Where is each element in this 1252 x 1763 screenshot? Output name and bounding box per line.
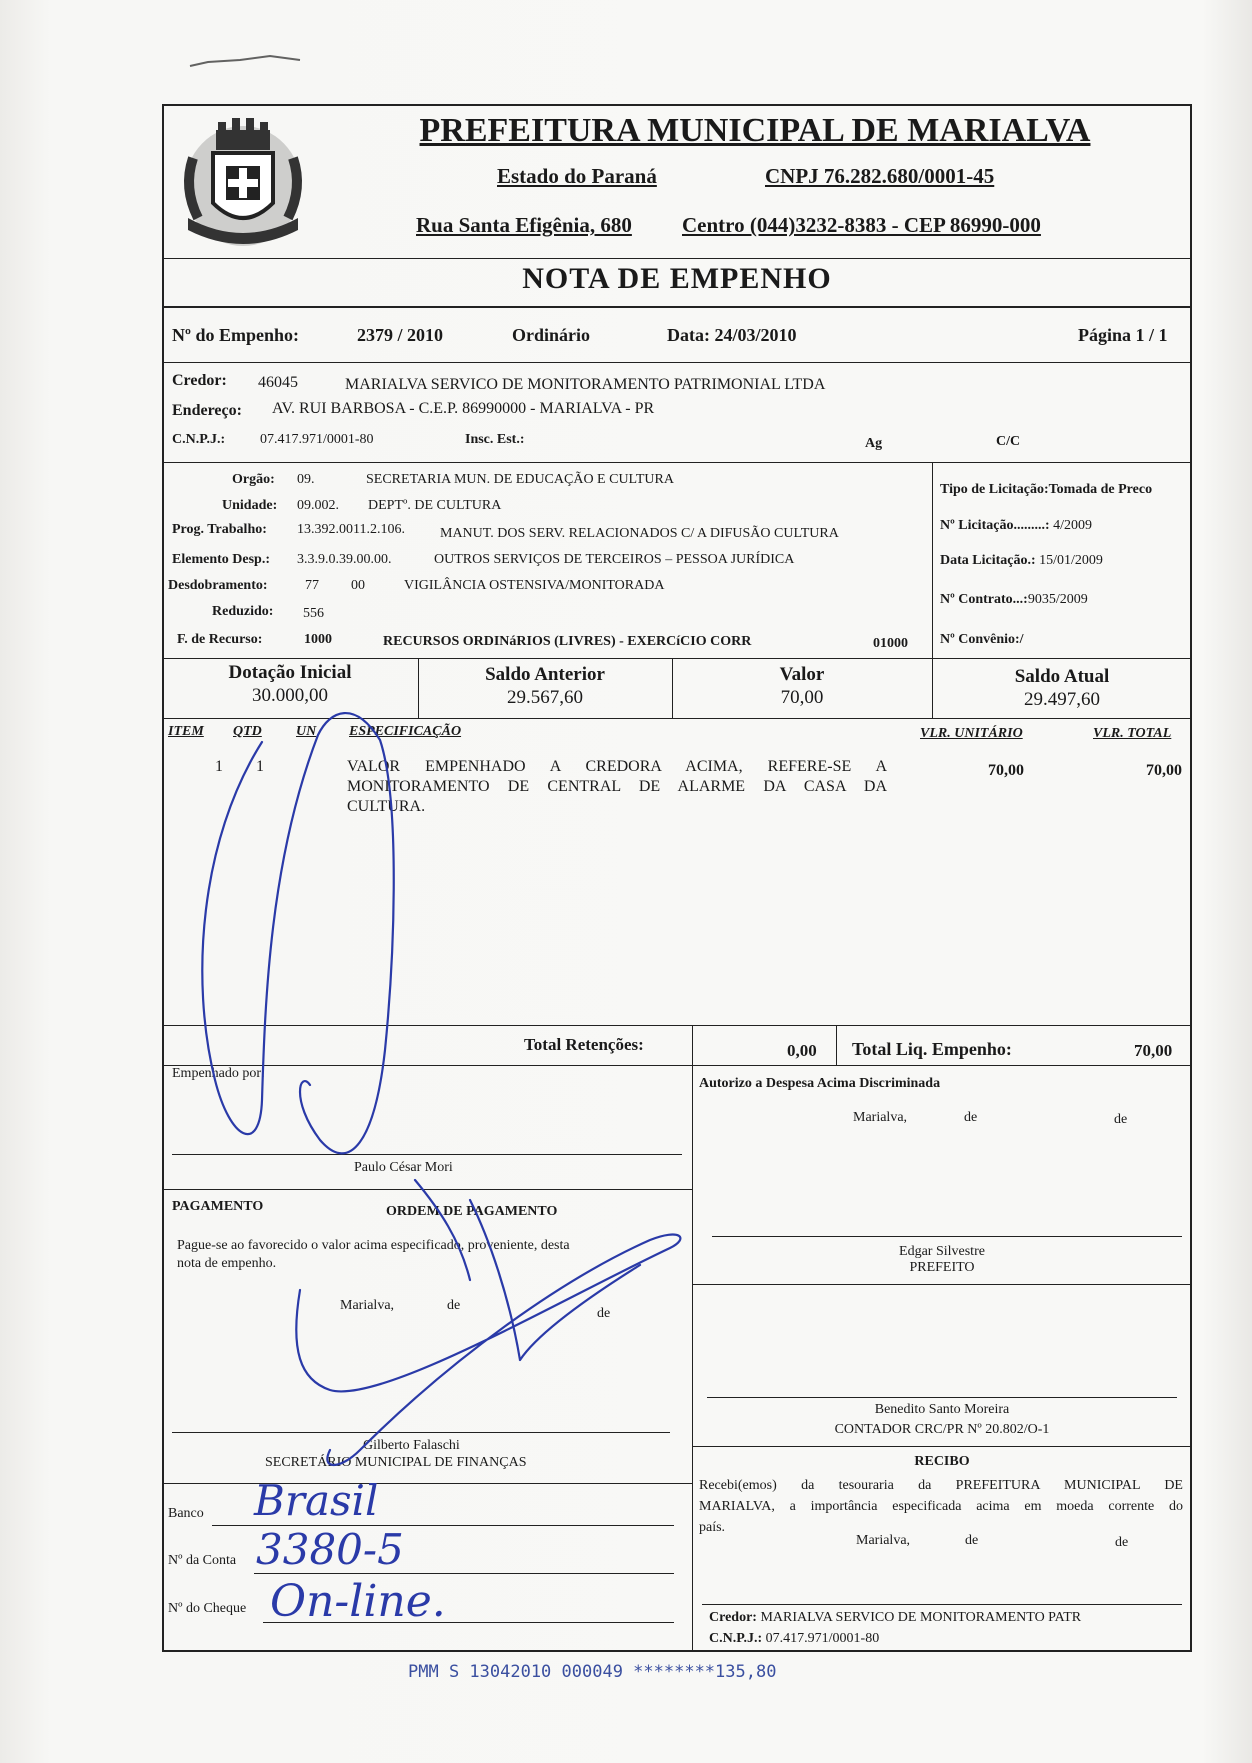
signature-line	[172, 1432, 670, 1433]
saldo-anterior-value: 29.567,60	[507, 687, 583, 708]
cnpj-label: C.N.P.J.:	[172, 432, 226, 447]
data-licitacao-label: Data Licitação.:	[940, 553, 1036, 568]
conta-handwritten: 3380-5	[256, 1525, 404, 1574]
pagamento-de-2: de	[597, 1306, 611, 1321]
recibo-heading: RECIBO	[914, 1454, 970, 1469]
divider	[162, 258, 1192, 259]
liquido-label: Total Liq. Empenho:	[852, 1039, 1012, 1059]
empenho-number: 2379 / 2010	[357, 325, 444, 345]
tipo-licitacao: Tipo de Licitação:Tomada de Preco	[940, 482, 1153, 497]
divider	[162, 1189, 692, 1190]
empenhado-por-label: Empenhado por:	[172, 1066, 265, 1081]
pague-se-line-2: nota de empenho.	[177, 1256, 277, 1271]
recibo-de-1: de	[965, 1533, 979, 1548]
credor-address: AV. RUI BARBOSA - C.E.P. 86990000 - MARIALVA - PR	[272, 400, 655, 417]
recibo-city: Marialva,	[856, 1533, 911, 1548]
item-desc-line-1: VALOR EMPENHADO A CREDORA ACIMA, REFERE-SE A	[347, 758, 887, 775]
desdobramento-code: 77	[305, 578, 319, 593]
ag-label: Ag	[865, 436, 883, 451]
prog-label: Prog. Trabalho:	[172, 522, 267, 537]
signature-line	[172, 1154, 682, 1155]
cheque-handwritten: On-line.	[270, 1576, 446, 1627]
pagamento-de-1: de	[447, 1298, 461, 1313]
recibo-credor-label: Credor:	[709, 1610, 757, 1625]
signature-line	[712, 1236, 1182, 1237]
prefeitura-title: PREFEITURA MUNICIPAL DE MARIALVA	[419, 112, 1091, 149]
orgao-code: 09.	[297, 472, 315, 487]
valor-label: Valor	[779, 664, 825, 685]
recibo-cnpj-label: C.N.P.J.:	[709, 1631, 763, 1646]
contador-title: CONTADOR CRC/PR Nº 20.802/O-1	[834, 1422, 1050, 1437]
recurso-label: F. de Recurso:	[177, 632, 263, 647]
unidade-name: DEPTº. DE CULTURA	[368, 498, 502, 513]
empenho-type: Ordinário	[512, 325, 591, 345]
pagamento-city: Marialva,	[340, 1298, 395, 1313]
autorizo-de-2: de	[1114, 1112, 1128, 1127]
item-unit-value: 70,00	[988, 762, 1024, 779]
desdobramento-label: Desdobramento:	[168, 578, 268, 593]
col-vlr-total: VLR. TOTAL	[1093, 726, 1172, 741]
credor-label: Credor:	[172, 372, 227, 389]
empenho-number-label: Nº do Empenho:	[172, 325, 299, 345]
contrato-label: Nº Contrato...:	[940, 592, 1028, 607]
banco-handwritten: Brasil	[254, 1476, 379, 1525]
credor-name: MARIALVA SERVICO DE MONITORAMENTO PATRIMONIAL LTDA	[345, 376, 826, 393]
divider	[162, 1025, 1192, 1026]
prefeito-name: Edgar Silvestre	[899, 1244, 985, 1259]
divider	[162, 1065, 1192, 1066]
empenhado-por-name: Paulo César Mori	[354, 1160, 453, 1175]
divider	[162, 718, 1192, 719]
banco-label: Banco	[168, 1506, 204, 1521]
recurso-code-2: 01000	[873, 636, 908, 651]
cashier-stamp: PMM S 13042010 000049 ********135,80	[408, 1662, 777, 1682]
pague-se-line-1: Pague-se ao favorecido o valor acima especificado, proveniente, desta	[177, 1238, 570, 1253]
numero-licitacao-label: Nº Licitação.........:	[940, 518, 1050, 533]
recibo-de-2: de	[1115, 1535, 1129, 1550]
divider	[692, 1025, 693, 1065]
prefeito-title: PREFEITO	[909, 1260, 975, 1275]
recibo-credor-name: MARIALVA SERVICO DE MONITORAMENTO PATR	[760, 1610, 1082, 1625]
item-qty: 1	[256, 758, 264, 775]
saldo-atual-value: 29.497,60	[1024, 689, 1100, 710]
pagamento-heading: PAGAMENTO	[172, 1199, 264, 1214]
credor-cnpj: 07.417.971/0001-80	[260, 432, 374, 447]
reduzido-label: Reduzido:	[212, 604, 274, 619]
contrato-number: 9035/2009	[1027, 592, 1088, 607]
orgao-label: Orgão:	[232, 472, 275, 487]
document-title: NOTA DE EMPENHO	[522, 262, 832, 295]
dotacao-label: Dotação Inicial	[228, 662, 352, 683]
district-phone-cep: Centro (044)3232-8383 - CEP 86990-000	[682, 213, 1041, 237]
dotacao-value: 30.000,00	[252, 685, 328, 706]
recibo-line-1: Recebi(emos) da tesouraria da PREFEITURA MUNICIPAL DE	[699, 1478, 1183, 1493]
empenho-date: Data: 24/03/2010	[667, 325, 797, 345]
numero-licitacao: 4/2009	[1053, 518, 1092, 533]
data-licitacao: 15/01/2009	[1039, 553, 1103, 568]
divider	[162, 362, 1192, 363]
recurso-name: RECURSOS ORDINáRIOS (LIVRES) - EXERCíCIO CORR	[383, 634, 752, 649]
convenio: Nº Convênio:/	[940, 632, 1024, 647]
divider	[162, 658, 1192, 659]
credor-code: 46045	[258, 374, 298, 391]
address-label: Endereço:	[172, 402, 242, 419]
contador-name: Benedito Santo Moreira	[874, 1402, 1010, 1417]
prog-code: 13.392.0011.2.106.	[297, 522, 405, 537]
divider	[692, 1446, 1192, 1447]
page-number: Página 1 / 1	[1078, 325, 1168, 345]
elemento-label: Elemento Desp.:	[172, 552, 270, 567]
saldo-anterior-label: Saldo Anterior	[485, 664, 605, 685]
autorizo-city: Marialva,	[853, 1110, 908, 1125]
signature-line	[702, 1604, 1182, 1605]
divider	[692, 1065, 693, 1652]
retencoes-value: 0,00	[787, 1041, 817, 1060]
ordem-pagamento-heading: ORDEM DE PAGAMENTO	[386, 1204, 558, 1219]
reduzido-value: 556	[303, 606, 324, 621]
cc-label: C/C	[996, 434, 1021, 449]
divider	[932, 462, 933, 658]
unidade-code: 09.002.	[297, 498, 339, 513]
saldo-atual-label: Saldo Atual	[1014, 666, 1110, 687]
insc-label: Insc. Est.:	[465, 432, 525, 447]
col-especificacao: ESPECIFICAÇÃO	[349, 724, 462, 739]
item-number: 1	[215, 758, 223, 775]
secretario-title: SECRETÁRIO MUNICIPAL DE FINANÇAS	[265, 1455, 527, 1470]
autorizo-text: Autorizo a Despesa Acima Discriminada	[699, 1076, 941, 1091]
col-un: UN	[296, 724, 317, 739]
secretario-name: Gilberto Falaschi	[363, 1438, 460, 1453]
liquido-value: 70,00	[1134, 1041, 1173, 1060]
divider	[162, 462, 1192, 463]
divider	[162, 306, 1192, 308]
divider	[692, 1284, 1192, 1285]
valor-value: 70,00	[780, 687, 824, 708]
conta-label: Nº da Conta	[168, 1553, 237, 1568]
retencoes-label: Total Retenções:	[524, 1035, 644, 1054]
header-cnpj: CNPJ 76.282.680/0001-45	[765, 164, 995, 188]
signature-line	[707, 1397, 1177, 1398]
desdobramento-name: VIGILÂNCIA OSTENSIVA/MONITORADA	[404, 578, 665, 593]
cheque-label: Nº do Cheque	[168, 1601, 247, 1616]
recibo-line-3: país.	[699, 1520, 726, 1535]
item-desc-line-2: MONITORAMENTO DE CENTRAL DE ALARME DA CASA DA	[347, 778, 887, 795]
desdobramento-sub: 00	[351, 578, 365, 593]
col-vlr-unitario: VLR. UNITÁRIO	[920, 726, 1023, 741]
orgao-name: SECRETARIA MUN. DE EDUCAÇÃO E CULTURA	[366, 472, 674, 487]
street-address: Rua Santa Efigênia, 680	[416, 213, 632, 237]
recibo-line-2: MARIALVA, a importância especificada acima em moeda corrente do	[699, 1499, 1183, 1514]
col-item: ITEM	[168, 724, 204, 739]
item-total-value: 70,00	[1146, 762, 1182, 779]
state-name: Estado do Paraná	[497, 164, 657, 188]
unidade-label: Unidade:	[222, 498, 278, 513]
prog-name: MANUT. DOS SERV. RELACIONADOS C/ A DIFUSÃO CULTURA	[440, 526, 839, 541]
autorizo-de-1: de	[964, 1110, 978, 1125]
elemento-name: OUTROS SERVIÇOS DE TERCEIROS – PESSOA JURÍDICA	[434, 552, 795, 567]
recibo-cnpj: 07.417.971/0001-80	[765, 1631, 880, 1646]
item-desc-line-3: CULTURA.	[347, 798, 426, 815]
divider	[836, 1025, 837, 1065]
elemento-code: 3.3.9.0.39.00.00.	[297, 552, 392, 567]
recurso-code: 1000	[304, 632, 332, 647]
divider	[162, 1483, 692, 1484]
col-qtd: QTD	[233, 724, 262, 739]
